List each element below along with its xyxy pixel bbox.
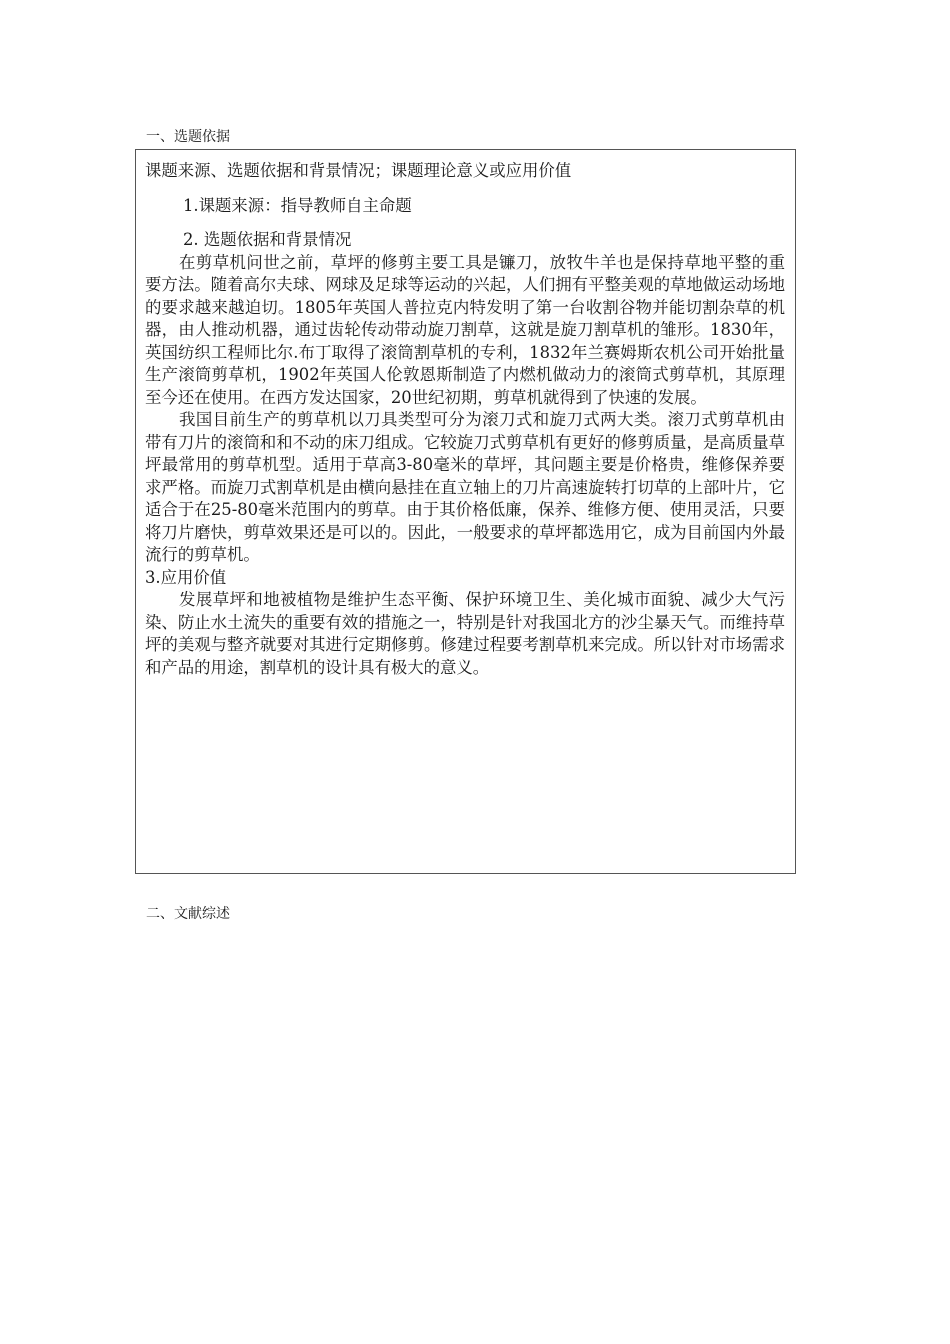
types-paragraph: 我国目前生产的剪草机以刀具类型可分为滚刀式和旋刀式两大类。滚刀式剪草机由带有刀片的滚筒和和不动的床刀组成。它较旋刀式剪草机有更好的修剪质量，是高质量草坪最常用的剪草机型。适用于草高3-80毫米的草坪，其问题主要是价格贵，维修保养要求严格。而旋刀式割草机是由横向悬挂在直立轴上的刀片高速旋转打切草的上部叶片，它适合于在25-80毫米范围内的剪草。由于其价格低廉，保养、维修方便、使用灵活，只要将刀片磨快，剪草效果还是可以的。因此，一般要求的草坪都选用它，成为目前国内外最流行的剪草机。 [145, 410, 785, 564]
section-heading-topic-basis: 一、选题依据 [146, 129, 230, 145]
history-paragraph: 在剪草机问世之前，草坪的修剪主要工具是镰刀，放牧牛羊也是保持草地平整的重要方法。随着高尔夫球、网球及足球等运动的兴起，人们拥有平整美观的草地做运动场地的要求越来越迫切。1805年英国人普拉克内特发明了第一台收割谷物并能切割杂草的机器，由人推动机器，通过齿轮传动带动旋刀割草，这就是旋刀割草机的雏形。1830年，英国纺织工程师比尔.布丁取得了滚筒割草机的专利，1832年兰赛姆斯农机公司开始批量生产滚筒剪草机，1902年英国人伦敦恩斯制造了内燃机做动力的滚筒式剪草机，其原理至今还在使用。在西方发达国家，20世纪初期，剪草机就得到了快速的发展。 [145, 252, 785, 407]
topic-basis-content [145, 160, 785, 679]
section-heading-literature-review: 二、文献综述 [146, 906, 230, 922]
value-paragraph: 发展草坪和地被植物是维护生态平衡、保护环境卫生、美化城市面貌、减少大气污染、防止水土流失的重要有效的措施之一，特别是针对我国北方的沙尘暴天气。而维持草坪的美观与整齐就要对其进行定期修剪。修建过程要考割草机来完成。所以针对市场需求和产品的用途，割草机的设计具有极大的意义。 [145, 590, 785, 677]
topic-basis-box [135, 149, 796, 874]
topic-source: 1.课题来源：指导教师自主命题 [183, 195, 412, 215]
basis-subheading: 2. 选题依据和背景情况 [183, 230, 352, 249]
value-subheading: 3.应用价值 [145, 567, 227, 587]
box-caption: 课题来源、选题依据和背景情况；课题理论意义或应用价值 [145, 161, 572, 180]
